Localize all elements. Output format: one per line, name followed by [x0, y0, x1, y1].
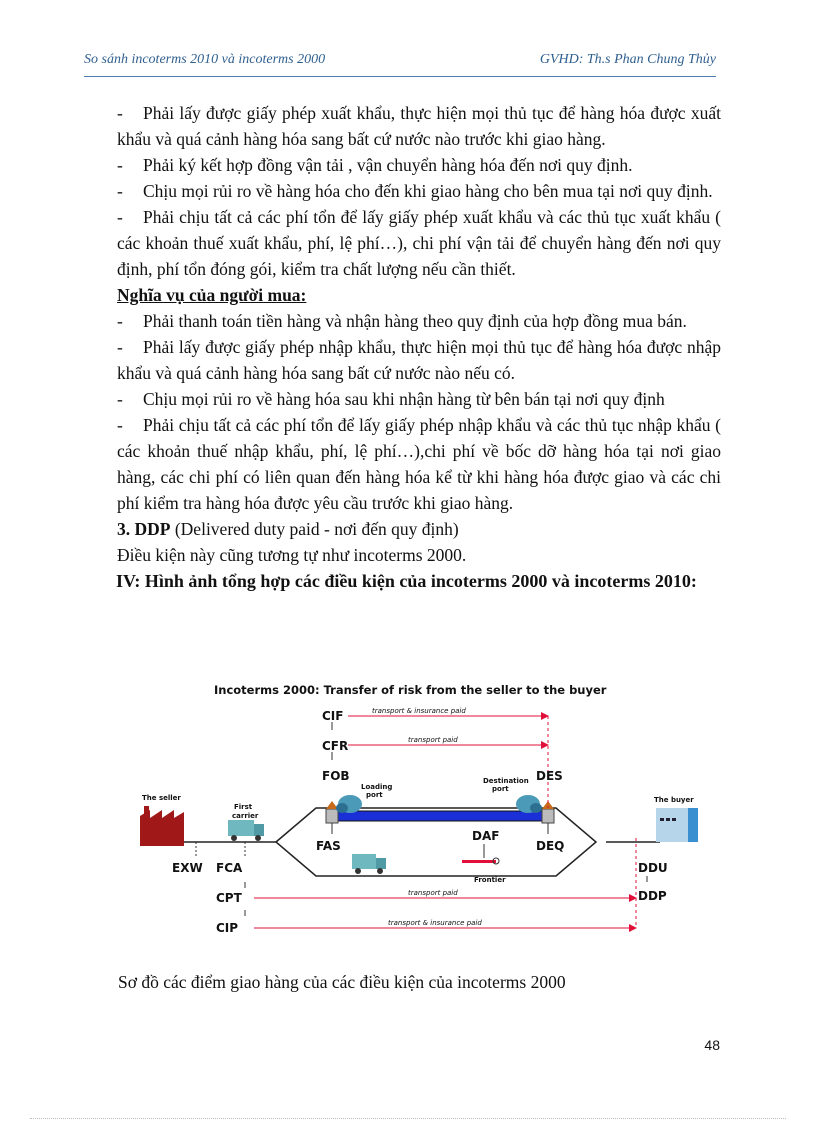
term-cpt: CPT [216, 891, 242, 905]
frontier-barrier-icon [462, 860, 496, 863]
term-exw: EXW [172, 861, 203, 875]
loading-port-label-1: Loading [361, 783, 393, 791]
land-truck-icon [352, 854, 386, 874]
term-cip: CIP [216, 921, 239, 935]
term-fob: FOB [322, 769, 350, 783]
term-daf: DAF [472, 829, 500, 843]
buyer-bullet-4: - Phải chịu tất cả các phí tổn để lấy giấy phép nhập khẩu và các thủ tục nhập khẩu ( các khoản thuế nhập khẩu, phí, lệ phí…),chi phí về bốc dỡ hàng hóa tại nơi giao hàng, các chi phí có liên quan đến hàng hóa kể từ khi hàng hóa được giao và các chi phí kiểm tra hàng hóa được yêu cầu trước khi giao hàng. [117, 415, 721, 513]
incoterms-diagram-svg [136, 678, 706, 948]
seller-bullet-1: - Phải lấy được giấy phép xuất khẩu, thực hiện mọi thủ tục để hàng hóa được xuất khẩu và quá cảnh hàng hóa sang bất cứ nước nào trước khi giao hàng. [117, 103, 721, 149]
seller-label: The seller [142, 794, 181, 802]
incoterms-diagram [136, 678, 706, 948]
seller-bullet-4: - Phải chịu tất cả các phí tổn để lấy giấy phép xuất khẩu và các thủ tục xuất khẩu ( các khoản thuế xuất khẩu, phí, lệ phí…), chi phí vận tải để chuyển hàng đến nơi quy định, phí tổn đóng gói, kiểm tra chất lượng nếu cần thiết. [117, 207, 721, 279]
destination-port-block [542, 809, 554, 823]
buyer-building-icon [656, 808, 698, 842]
destination-ship-icon [516, 795, 542, 813]
term-cif: CIF [322, 709, 344, 723]
buyer-bullet-1: - Phải thanh toán tiền hàng và nhận hàng theo quy định của hợp đồng mua bán. [117, 311, 687, 331]
footer-divider [30, 1118, 786, 1119]
cpt-paid-label: transport paid [408, 889, 458, 897]
first-carrier-label-1: First [234, 803, 253, 811]
loading-port-label-2: port [366, 791, 383, 799]
buyer-label: The buyer [654, 796, 694, 804]
first-carrier-label-2: carrier [232, 812, 259, 820]
destination-port-label-1: Destination [483, 777, 529, 785]
term-deq: DEQ [536, 839, 565, 853]
term-fas: FAS [316, 839, 341, 853]
header-divider [84, 76, 716, 77]
term-des: DES [536, 769, 563, 783]
page-number: 48 [704, 1037, 720, 1053]
header-title: So sánh incoterms 2010 và incoterms 2000 [84, 52, 326, 67]
section-iv-heading: IV: Hình ảnh tổng hợp các điều kiện của incoterms 2000 và incoterms 2010: [116, 571, 697, 591]
buyer-bullet-3: - Chịu mọi rủi ro về hàng hóa sau khi nhận hàng từ bên bán tại nơi quy định [117, 389, 665, 409]
diagram-caption: Sơ đồ các điểm giao hàng của các điều kiện của incoterms 2000 [118, 972, 566, 992]
cif-paid-label: transport & insurance paid [372, 707, 466, 715]
sea-route-bar [336, 811, 542, 821]
frontier-label: Frontier [474, 876, 506, 884]
term-ddp: DDP [638, 889, 667, 903]
seller-bullet-3: - Chịu mọi rủi ro về hàng hóa cho đến khi giao hàng cho bên mua tại nơi quy định. [117, 181, 713, 201]
term-cfr: CFR [322, 739, 349, 753]
ddp-heading: 3. DDP (Delivered duty paid - nơi đến quy định) [117, 519, 459, 539]
cip-paid-label: transport & insurance paid [388, 919, 482, 927]
loading-port-block [326, 809, 338, 823]
seller-bullet-2: - Phải ký kết hợp đồng vận tải , vận chuyển hàng hóa đến nơi quy định. [117, 155, 633, 175]
document-body [117, 100, 721, 594]
buyer-heading: Nghĩa vụ của người mua: [117, 285, 307, 305]
diagram-title: Incoterms 2000: Transfer of risk from the seller to the buyer [214, 683, 607, 697]
loading-ship-icon [336, 795, 362, 813]
seller-factory-icon [140, 806, 184, 846]
header-instructor: GVHD: Th.s Phan Chung Thủy [539, 52, 716, 67]
destination-port-label-2: port [492, 785, 509, 793]
term-fca: FCA [216, 861, 243, 875]
first-carrier-truck-icon [228, 820, 264, 841]
cfr-paid-label: transport paid [408, 736, 458, 744]
ddp-note: Điều kiện này cũng tương tự như incoterms 2000. [117, 545, 467, 565]
term-ddu: DDU [638, 861, 668, 875]
buyer-bullet-2: - Phải lấy được giấy phép nhập khẩu, thực hiện mọi thủ tục để hàng hóa được nhập khẩu và quá cảnh hàng hóa sang bất cứ nước nào nếu có. [117, 337, 721, 383]
